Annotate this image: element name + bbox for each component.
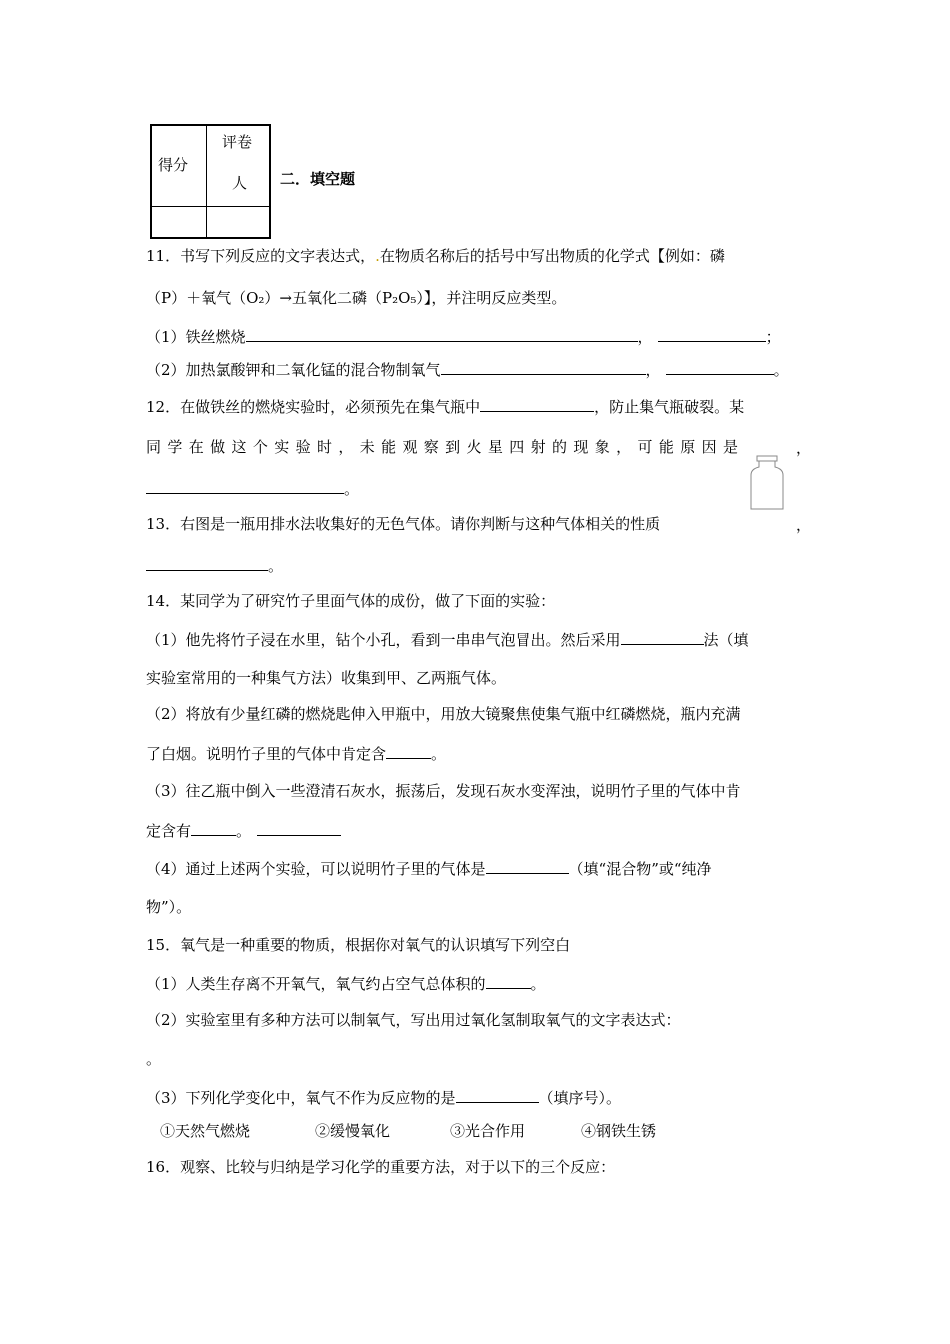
q14-part3-cont: 定含有 。 bbox=[146, 820, 806, 841]
table-divider bbox=[152, 206, 269, 207]
score-table bbox=[150, 124, 271, 239]
gas-bottle-icon bbox=[749, 455, 785, 511]
answer-blank[interactable] bbox=[386, 743, 431, 759]
option-2: ②缓慢氧化 bbox=[315, 1122, 391, 1140]
q15-part2-cont: 。 bbox=[146, 1050, 162, 1068]
q12-line3: 。 bbox=[146, 478, 806, 499]
q15-part3: （3）下列化学变化中，氧气不作为反应物的是 （填序号）。 bbox=[146, 1089, 622, 1107]
q12-line2: 同学在做这个实验时，未能观察到火星四射的现象，可能原因是 bbox=[146, 438, 738, 456]
answer-blank[interactable] bbox=[666, 359, 774, 375]
score-label: 得分 bbox=[158, 156, 189, 174]
q15-stem: 15．氧气是一种重要的物质，根据你对氧气的认识填写下列空白 bbox=[146, 936, 571, 954]
q13-line1: 13．右图是一瓶用排水法收集好的无色气体。请你判断与这种气体相关的性质 bbox=[146, 515, 661, 533]
option-3: ③光合作用 bbox=[450, 1122, 526, 1140]
answer-blank[interactable] bbox=[146, 555, 268, 571]
q13-line1-end: ， bbox=[796, 516, 812, 534]
answer-blank[interactable] bbox=[146, 478, 344, 494]
q16-stem: 16．观察、比较与归纳是学习化学的重要方法，对于以下的三个反应： bbox=[146, 1158, 616, 1176]
q14-part1: （1）他先将竹子浸在水里，钻个小孔，看到一串串气泡冒出。然后采用 法（填 bbox=[146, 631, 749, 649]
option-1: ①天然气燃烧 bbox=[160, 1122, 251, 1140]
q12-line1: 12．在做铁丝的燃烧实验时，必须预先在集气瓶中 ，防止集气瓶破裂。某 bbox=[146, 398, 745, 416]
q14-part4-cont: 物”）。 bbox=[146, 898, 192, 916]
q13-line2: 。 bbox=[146, 555, 806, 576]
q14-stem: 14．某同学为了研究竹子里面气体的成份，做了下面的实验： bbox=[146, 592, 556, 610]
q11-line1: 11．书写下列反应的文字表达式，.在物质名称后的括号中写出物质的化学式【例如：磷 bbox=[146, 247, 725, 265]
answer-blank[interactable] bbox=[486, 858, 569, 874]
q14-part2-cont: 了白烟。说明竹子里的气体中肯定含 。 bbox=[146, 745, 447, 763]
answer-blank[interactable] bbox=[191, 820, 236, 836]
q14-part1-cont: 实验室常用的一种集气方法）收集到甲、乙两瓶气体。 bbox=[146, 669, 507, 687]
q15-part1: （1）人类生存离不开氧气，氧气约占空气总体积的 。 bbox=[146, 975, 546, 993]
grader-label-cont: 人 bbox=[232, 174, 248, 192]
q14-part3: （3）往乙瓶中倒入一些澄清石灰水，振荡后，发现石灰水变浑浊，说明竹子里的气体中肯 bbox=[146, 782, 741, 800]
q11-part2: （2）加热氯酸钾和二氧化锰的混合物制氧气 ， 。 bbox=[146, 361, 789, 379]
q14-part4: （4）通过上述两个实验，可以说明竹子里的气体是 （填“混合物”或“纯净 bbox=[146, 860, 712, 878]
answer-blank[interactable] bbox=[441, 359, 646, 375]
answer-blank[interactable] bbox=[480, 396, 594, 412]
answer-blank[interactable] bbox=[658, 326, 766, 342]
grader-label: 评卷 bbox=[222, 133, 253, 151]
answer-blank[interactable] bbox=[246, 326, 638, 342]
q11-part1: （1）铁丝燃烧 ， ； bbox=[146, 328, 781, 346]
answer-blank[interactable] bbox=[456, 1087, 539, 1103]
stray-dot: . bbox=[375, 247, 380, 265]
answer-blank[interactable] bbox=[257, 820, 341, 836]
q15-part2: （2）实验室里有多种方法可以制氧气，写出用过氧化氢制取氧气的文字表达式： bbox=[146, 1011, 681, 1029]
q12-line2-end: ， bbox=[796, 439, 812, 457]
table-divider bbox=[206, 126, 207, 237]
answer-blank[interactable] bbox=[486, 973, 531, 989]
q14-part2: （2）将放有少量红磷的燃烧匙伸入甲瓶中，用放大镜聚焦使集气瓶中红磷燃烧，瓶内充满 bbox=[146, 705, 741, 723]
answer-blank[interactable] bbox=[621, 629, 704, 645]
option-4: ④钢铁生锈 bbox=[581, 1122, 657, 1140]
section-title: 二．填空题 bbox=[280, 170, 356, 188]
q11-line2: （P）＋氧气（O₂）→五氧化二磷（P₂O₅）】，并注明反应类型。 bbox=[146, 289, 567, 307]
